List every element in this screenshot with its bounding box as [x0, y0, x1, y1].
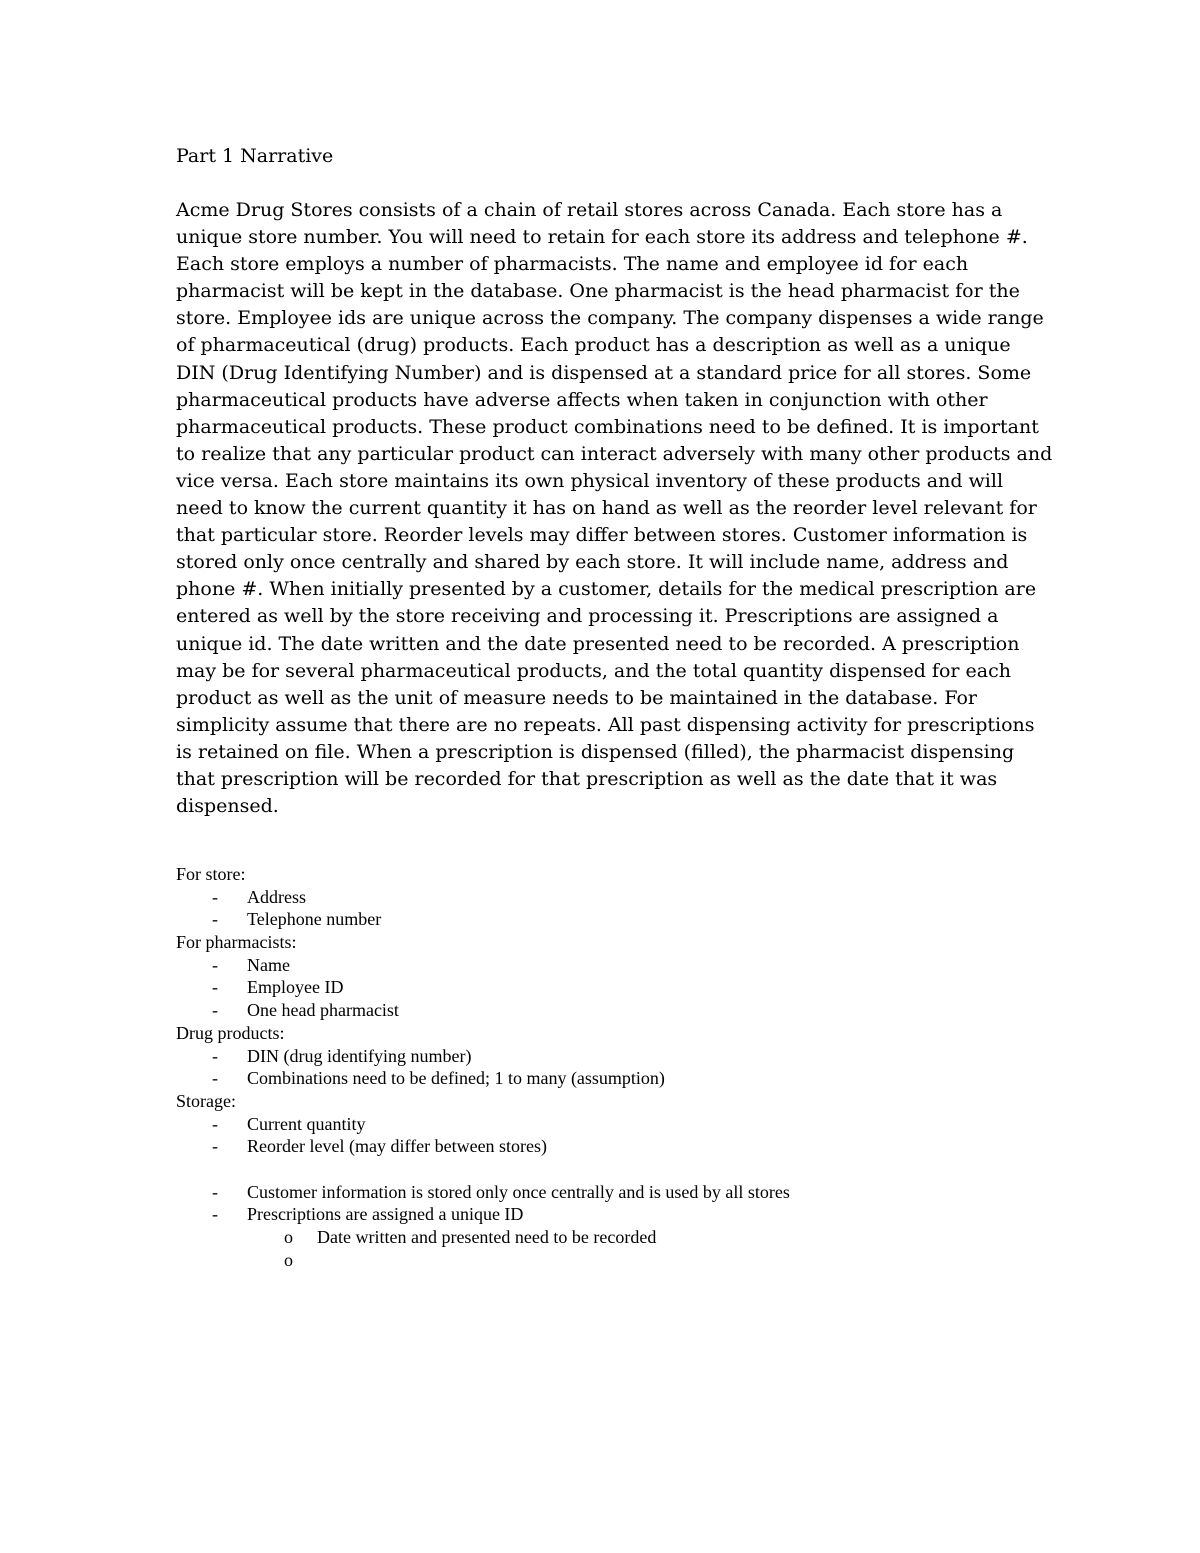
list-item	[176, 1113, 936, 1136]
narrative-line: that particular store. Reorder levels may differ between stores. Customer information is	[176, 524, 1028, 547]
dash-bullet: -	[212, 1113, 218, 1134]
narrative-line: pharmacist will be kept in the database. One pharmacist is the head pharmacist for the	[176, 280, 1020, 303]
list-item	[176, 886, 936, 909]
list-item-text: Telephone number	[247, 909, 382, 930]
sub-list-item-text: Date written and presented need to be recorded	[317, 1227, 657, 1247]
narrative-line: Each store employs a number of pharmacists. The name and employee id for each	[176, 253, 969, 276]
narrative-paragraph	[176, 197, 1053, 820]
circle-bullet: o	[284, 1249, 293, 1270]
dash-bullet: -	[212, 1068, 218, 1089]
narrative-line: pharmaceutical products have adverse affects when taken in conjunction with other	[176, 388, 988, 411]
narrative-line: phone #. When initially presented by a customer, details for the medical prescription are	[176, 578, 1037, 601]
list-item-text: Name	[247, 954, 290, 975]
narrative-line: entered as well by the store receiving and processing it. Prescriptions are assigned a	[176, 605, 999, 628]
narrative-line: product as well as the unit of measure needs to be maintained in the database. For	[176, 686, 977, 709]
list-item-text: Employee ID	[247, 977, 344, 998]
dash-bullet: -	[212, 1000, 218, 1021]
list-item-text: Combinations need to be defined; 1 to many (assumption)	[247, 1068, 665, 1089]
list-item	[176, 1181, 936, 1204]
list-item-text: Address	[247, 886, 306, 907]
dash-bullet: -	[212, 977, 218, 998]
narrative-line: that prescription will be recorded for that prescription as well as the date that it was	[176, 767, 998, 790]
dash-bullet: -	[212, 886, 218, 907]
blank-line	[176, 1158, 936, 1181]
dash-bullet: -	[212, 1136, 218, 1157]
list-item	[176, 999, 936, 1022]
notes-list	[176, 863, 936, 1271]
narrative-line: of pharmaceutical (drug) products. Each product has a description as well as a unique	[176, 334, 1011, 357]
list-item	[176, 976, 936, 999]
list-item-text: One head pharmacist	[247, 1000, 399, 1021]
list-item-text: Reorder level (may differ between stores)	[247, 1136, 548, 1157]
sub-list-item	[176, 1249, 936, 1272]
dash-bullet: -	[212, 909, 218, 930]
narrative-line: need to know the current quantity it has on hand as well as the reorder level relevant for	[176, 497, 1037, 520]
narrative-line: Acme Drug Stores consists of a chain of retail stores across Canada. Each store has a	[176, 199, 1003, 221]
dash-bullet: -	[212, 1045, 218, 1066]
narrative-line: unique store number. You will need to retain for each store its address and telephone #.	[176, 226, 1028, 249]
circle-bullet: o	[284, 1227, 293, 1247]
dash-bullet: -	[212, 1204, 218, 1225]
dash-bullet: -	[212, 954, 218, 975]
narrative-line: DIN (Drug Identifying Number) and is dispensed at a standard price for all stores. Some	[176, 361, 1032, 384]
narrative-line: dispensed.	[176, 795, 279, 818]
narrative-line: may be for several pharmaceutical products, and the total quantity dispensed for each	[176, 659, 1011, 682]
list-item-text: DIN (drug identifying number)	[247, 1045, 472, 1066]
list-item	[176, 954, 936, 977]
narrative-line: unique id. The date written and the date presented need to be recorded. A prescription	[176, 632, 1020, 655]
list-item	[176, 1045, 936, 1068]
narrative-line: pharmaceutical products. These product combinations need to be defined. It is important	[176, 415, 1039, 438]
narrative-line: stored only once centrally and shared by each store. It will include name, address and	[176, 551, 1009, 574]
document-heading: Part 1 Narrative	[176, 145, 334, 167]
list-item	[176, 1067, 936, 1090]
list-item	[176, 1203, 936, 1226]
list-item-text: Prescriptions are assigned a unique ID	[247, 1204, 524, 1225]
list-item-text: Current quantity	[247, 1113, 366, 1134]
list-item-text: Customer information is stored only once centrally and is used by all stores	[247, 1181, 790, 1202]
list-item	[176, 1135, 936, 1158]
section-heading-pharmacists: For pharmacists:	[176, 932, 297, 953]
narrative-line: simplicity assume that there are no repeats. All past dispensing activity for prescriptions	[176, 713, 1035, 736]
dash-bullet: -	[212, 1181, 218, 1202]
section-heading-drug-products: Drug products:	[176, 1022, 285, 1043]
narrative-line: store. Employee ids are unique across the company. The company dispenses a wide range	[176, 307, 1044, 330]
section-heading-storage: Storage:	[176, 1090, 236, 1111]
section-heading-store: For store:	[176, 864, 246, 884]
list-item	[176, 908, 936, 931]
narrative-line: is retained on file. When a prescription is dispensed (filled), the pharmacist dispensing	[176, 740, 1015, 763]
narrative-line: vice versa. Each store maintains its own physical inventory of these products and will	[176, 469, 1004, 492]
narrative-line: to realize that any particular product can interact adversely with many other products and	[176, 442, 1053, 465]
sub-list-item	[176, 1226, 936, 1249]
